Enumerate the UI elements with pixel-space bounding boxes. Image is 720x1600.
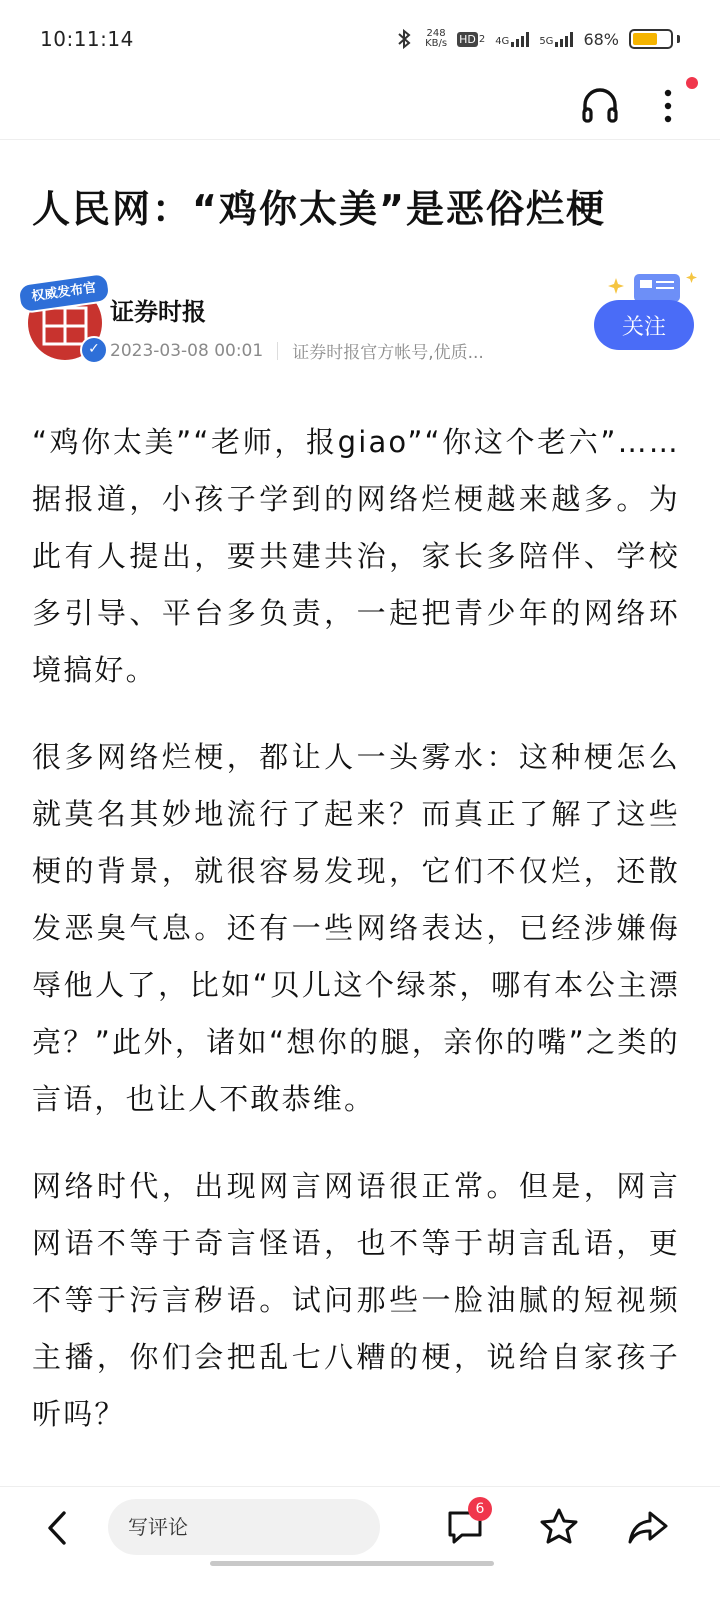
author-name[interactable]: 证券时报 (110, 298, 206, 326)
status-time: 10:11:14 (40, 27, 134, 51)
home-indicator (210, 1561, 494, 1566)
hd-sub: 2 (478, 33, 486, 45)
chevron-left-icon[interactable] (40, 1505, 76, 1551)
article-paragraph: “鸡你太美”“老师，报giao”“你这个老六”……据报道，小孩子学到的网络烂梗越来越多。为此有人提出，要共建共治，家长多陪伴、学校多引导、平台多负责，一起把青少年的网络环境搞好。 (32, 425, 680, 687)
signal-bars-icon (511, 31, 529, 47)
battery-percent: 68% (583, 29, 619, 49)
meta-divider (277, 342, 278, 360)
net-speed (425, 29, 447, 49)
author-meta (110, 338, 484, 363)
notification-dot (686, 77, 698, 89)
share-arrow-icon[interactable] (626, 1505, 670, 1549)
authority-badge: 权威发布官 (16, 272, 111, 315)
signal-5g (539, 31, 573, 47)
battery-level (633, 33, 657, 45)
verified-icon: ✓ (80, 336, 108, 364)
comment-input[interactable]: 写评论 (108, 1499, 380, 1555)
article-paragraph: 网络时代，出现网言网语很正常。但是，网言网语不等于奇言怪语，也不等于胡言乱语，更不等于污言秽语。试问那些一脸油腻的短视频主播，你们会把乱七八糟的梗，说给自家孩子听吗？ (32, 1169, 680, 1431)
article-paragraph: 很多网络烂梗，都让人一头雾水：这种梗怎么就莫名其妙地流行了起来？而真正了解了这些梗的背景，就很容易发现，它们不仅烂，还散发恶臭气息。还有一些网络表达，已经涉嫌侮辱他人了，比如“贝儿这个绿茶，哪有本公主漂亮？”此外，诸如“想你的腿，亲你的嘴”之类的言语，也让人不敢恭维。 (32, 740, 680, 1116)
article-body (32, 414, 680, 1473)
comment-count-badge: 6 (468, 1497, 492, 1521)
hd-label: HD (459, 32, 476, 46)
status-bar (0, 0, 720, 78)
more-vertical-icon[interactable] (648, 84, 688, 128)
star-outline-icon[interactable] (538, 1505, 580, 1549)
bottom-action-bar (0, 1486, 720, 1600)
signal-5g-label: 5G (539, 36, 554, 47)
net-speed-value: 248 (426, 28, 446, 39)
publish-date: 2023-03-08 00:01 (110, 340, 264, 361)
signal-4g (495, 31, 529, 47)
headphone-icon[interactable] (578, 84, 622, 128)
article-title: 人民网：“鸡你太美”是恶俗烂梗 (32, 187, 606, 231)
status-indicators (393, 28, 680, 50)
battery-icon (629, 29, 680, 49)
hd-indicator (457, 32, 485, 47)
top-bar (0, 78, 720, 140)
signal-bars-icon (555, 31, 573, 47)
bluetooth-icon (393, 28, 415, 50)
follow-button[interactable]: 关注 (594, 300, 694, 350)
signal-4g-label: 4G (495, 36, 510, 47)
author-description: 证券时报官方帐号,优质... (292, 343, 484, 363)
net-speed-unit: KB/s (425, 38, 448, 49)
author-row (18, 278, 708, 368)
